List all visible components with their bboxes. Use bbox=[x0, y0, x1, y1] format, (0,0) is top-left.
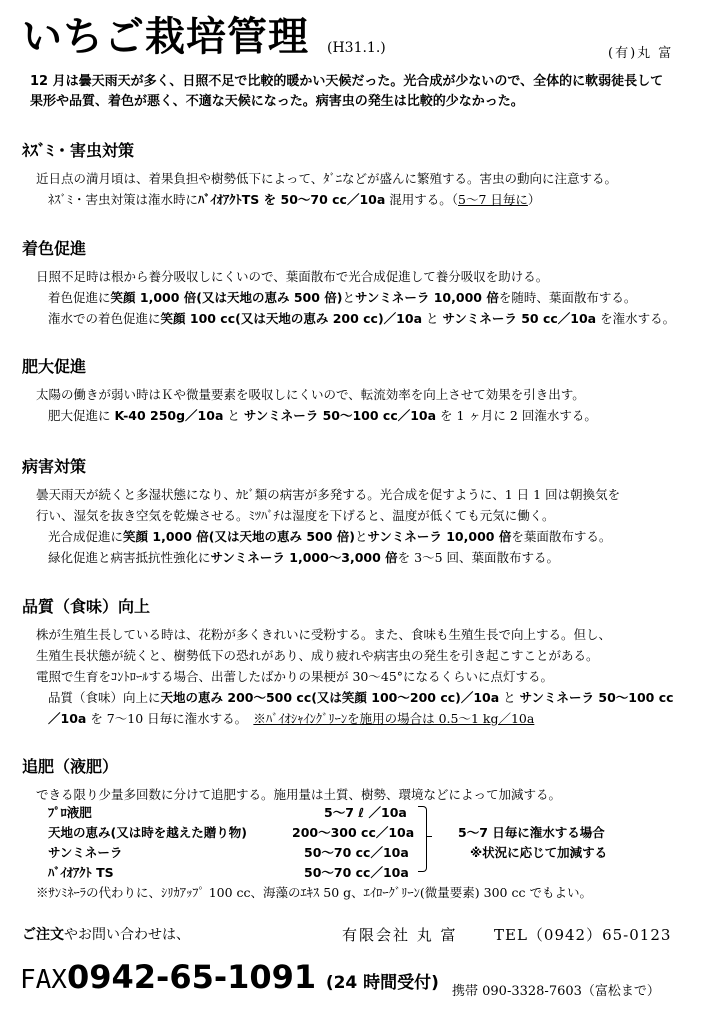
fax-label: FAX bbox=[20, 965, 67, 995]
product-dose: 笑顔 100 cc(又は天地の恵み 200 cc)／10a bbox=[160, 311, 423, 326]
body-line bbox=[22, 405, 712, 426]
section-heading: 病害対策 bbox=[22, 457, 87, 476]
text: と bbox=[354, 529, 368, 544]
product-dose: 天地の恵み 200～500 cc(又は笑顔 100～200 cc)／10a bbox=[160, 690, 500, 705]
body-line bbox=[22, 687, 712, 708]
bracket bbox=[418, 806, 427, 872]
liquid-name: ﾊﾞｲｵｱｸﾄ TS bbox=[48, 865, 114, 880]
product-dose: ﾊﾞｲｵｱｸﾄTS を 50～70 cc／10a bbox=[198, 192, 386, 207]
section-enlarge bbox=[22, 356, 712, 426]
body-line: 日照不足時は根から養分吸収しにくいので、葉面散布で光合成促進して養分吸収を助ける。 bbox=[36, 269, 549, 284]
text: と bbox=[342, 290, 355, 305]
product-dose: 笑顔 1,000 倍(又は天地の恵み 500 倍) bbox=[123, 529, 355, 544]
text: 肥大促進に bbox=[48, 408, 115, 423]
adjust-note: ※状況に応じて加減する bbox=[470, 845, 608, 860]
intro-paragraph bbox=[30, 72, 710, 112]
fax-number: 0942-65-1091 bbox=[66, 958, 317, 996]
section-heading: 追肥（液肥） bbox=[22, 757, 119, 776]
section-pest bbox=[22, 140, 712, 210]
text: を随時、葉面散布する。 bbox=[498, 290, 637, 305]
bracket-tip bbox=[426, 836, 432, 837]
fax-hours: (24 時間受付) bbox=[325, 973, 439, 993]
text: ） bbox=[527, 192, 541, 207]
body-line bbox=[22, 308, 712, 329]
body-line: 行い、湿気を抜き空気を乾燥させる。ﾐﾂﾊﾞﾁは湿度を下げると、温度が低くても元気に働く。 bbox=[36, 508, 555, 523]
body-line bbox=[22, 526, 712, 547]
text: ﾈｽﾞﾐ・害虫対策は潅水時に bbox=[48, 192, 199, 207]
liquid-name: 天地の恵み(又は時を越えた贈り物) bbox=[48, 825, 247, 840]
section-disease bbox=[22, 456, 712, 568]
product-dose: サンミネーラ 50～100 cc／10a bbox=[243, 408, 437, 423]
text: と bbox=[223, 408, 244, 423]
interval-note: 5～7 日毎に潅水する場合 bbox=[458, 825, 605, 840]
product-dose: サンミネーラ 10,000 倍 bbox=[367, 529, 512, 544]
liquid-amount: 5～7 ℓ ／10a bbox=[324, 805, 407, 820]
text: 光合成促進に bbox=[48, 529, 124, 544]
body-line bbox=[22, 287, 712, 308]
fax-line bbox=[20, 958, 439, 996]
liquid-amount: 50～70 cc／10a bbox=[304, 845, 409, 860]
text: を潅水する。 bbox=[596, 311, 676, 326]
text: 品質（食味）向上に bbox=[48, 690, 161, 705]
text: やお問い合わせは、 bbox=[64, 927, 190, 943]
body-line: 株が生殖生長している時は、花粉が多くきれいに受粉する。また、食味も生殖生長で向上する。但し、 bbox=[36, 627, 612, 642]
intro-line: 12 月は曇天雨天が多く、日照不足で比較的暖かい天候だった。光合成が少ないので、全体的に軟弱徒長して bbox=[30, 74, 664, 89]
product-dose: サンミネーラ 10,000 倍 bbox=[355, 290, 499, 305]
product-dose: 笑顔 1,000 倍(又は天地の恵み 500 倍) bbox=[110, 290, 343, 305]
text: 潅水での着色促進に bbox=[48, 311, 161, 326]
company-name: 有限会社 丸 富 bbox=[342, 926, 458, 944]
interval-note: 5～7 日毎に bbox=[458, 192, 528, 207]
body-line bbox=[22, 189, 712, 210]
body-line: 曇天雨天が続くと多湿状態になり、ｶﾋﾞ類の病害が多発する。光合成を促すように、1 日 1 回は朝換気を bbox=[36, 487, 621, 502]
text: 混用する。（ bbox=[385, 192, 459, 207]
telephone: TEL（0942）65-0123 bbox=[494, 926, 672, 944]
section-heading: 品質（食味）向上 bbox=[22, 597, 151, 616]
body-line bbox=[22, 708, 712, 729]
text: を 7～10 日毎に潅水する。 bbox=[86, 711, 254, 726]
body-line: 近日点の満月頃は、着果負担や樹勢低下によって、ﾀﾞﾆなどが盛んに繁殖する。害虫の動向に注意する。 bbox=[36, 171, 618, 186]
product-dose: サンミネーラ 50 cc／10a bbox=[442, 311, 597, 326]
product-dose: サンミネーラ 1,000～3,000 倍 bbox=[210, 550, 398, 565]
issue-date: (H31.1.) bbox=[327, 40, 386, 56]
text: を葉面散布する。 bbox=[511, 529, 612, 544]
body-line: 太陽の働きが弱い時はＫや微量要素を吸収しにくいので、転流効率を向上させて効果を引き出す。 bbox=[36, 387, 585, 402]
text: 緑化促進と病害抵抗性強化に bbox=[48, 550, 211, 565]
footnote: ※ｻﾝﾐﾈｰﾗの代わりに、ｼﾘｶｱｯﾌﾟ 100 cc、海藻のｴｷｽ 50 g、ｴｲﾛｰｸﾞﾘｰﾝ(微量要素) 300 cc でもよい。 bbox=[36, 885, 592, 900]
liquid-amount: 50～70 cc／10a bbox=[304, 865, 409, 880]
body-line: 電照で生育をｺﾝﾄﾛｰﾙする場合、出蕾したばかりの果梗が 30～45°になるくらいに点灯する。 bbox=[36, 669, 554, 684]
text: を 1 ヶ月に 2 回潅水する。 bbox=[436, 408, 597, 423]
liquid-amount: 200～300 cc／10a bbox=[292, 825, 415, 840]
text: 着色促進に bbox=[48, 290, 111, 305]
liquid-name: ﾌﾟﾛ液肥 bbox=[48, 805, 92, 820]
liquid-name: サンミネーラ bbox=[48, 845, 123, 860]
product-dose: ／10a bbox=[48, 711, 87, 726]
order-label: ご注文 bbox=[22, 927, 64, 943]
order-line bbox=[22, 924, 190, 944]
product-dose: K-40 250g／10a bbox=[114, 408, 224, 423]
section-heading: 着色促進 bbox=[22, 239, 87, 258]
text: と bbox=[422, 311, 443, 326]
body-line: できる限り少量多回数に分けて追肥する。施用量は土質、樹勢、環境などによって加減する。 bbox=[36, 787, 562, 802]
footnote: ※ﾊﾞｲｵｼｬｲﾝｸﾞﾘｰﾝを施用の場合は 0.5～1 kg／10a bbox=[253, 711, 535, 726]
text: と bbox=[499, 690, 520, 705]
section-quality bbox=[22, 596, 712, 729]
section-heading: 肥大促進 bbox=[22, 357, 87, 376]
page-title: いちご栽培管理 bbox=[22, 14, 309, 60]
text: を 3～5 回、葉面散布する。 bbox=[397, 550, 560, 565]
body-line bbox=[22, 547, 712, 568]
mobile-number: 携帯 090-3328-7603（富松まで） bbox=[452, 984, 660, 999]
company-tag: (有)丸 富 bbox=[608, 46, 674, 61]
section-color bbox=[22, 238, 712, 329]
body-line: 生殖生長状態が続くと、樹勢低下の恐れがあり、成り疲れや病害虫の発生を引き起こすことがある。 bbox=[36, 648, 599, 663]
section-heading: ﾈｽﾞﾐ・害虫対策 bbox=[22, 141, 135, 160]
section-topdress bbox=[22, 756, 712, 805]
intro-line: 果形や品質、着色が悪く、不適な天候になった。病害虫の発生は比較的少なかった。 bbox=[30, 94, 524, 109]
product-dose: サンミネーラ 50～100 cc bbox=[519, 690, 674, 705]
